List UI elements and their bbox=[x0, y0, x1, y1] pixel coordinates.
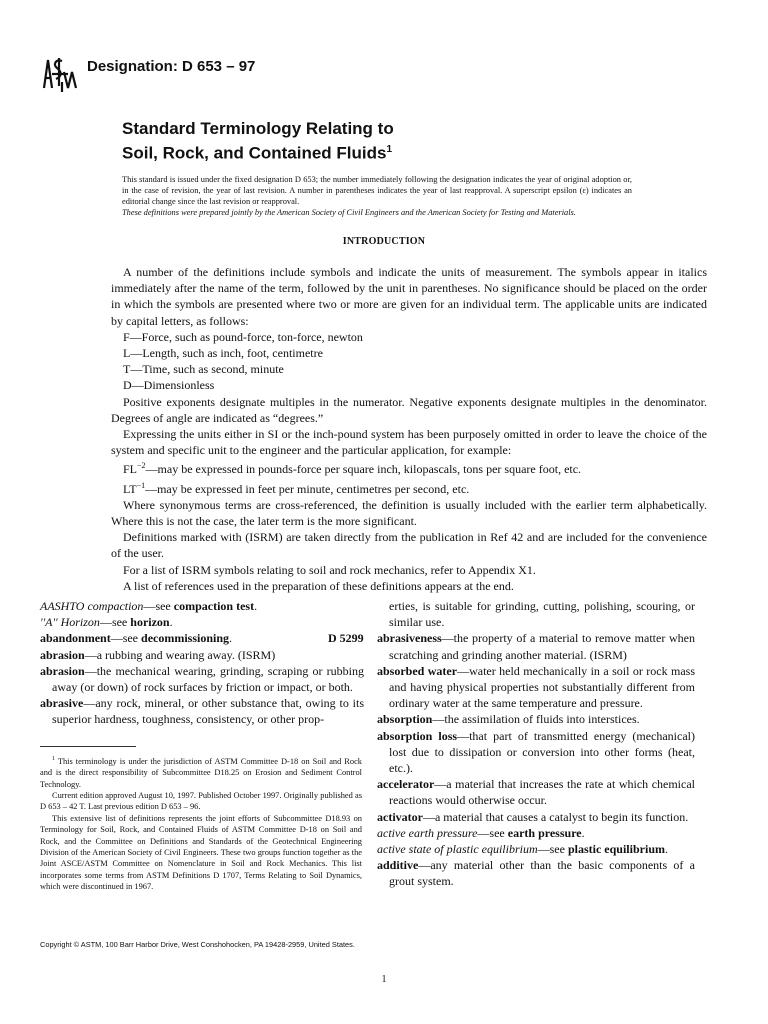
definition-aashto-compaction: AASHTO compaction—see compaction test. bbox=[40, 599, 258, 613]
footnotes bbox=[40, 754, 362, 893]
copyright-notice: Copyright © ASTM, 100 Barr Harbor Drive, West Conshohocken, PA 19428-2959, United States. bbox=[40, 940, 355, 949]
title-line-1: Standard Terminology Relating to bbox=[122, 119, 394, 138]
designation: Designation: D 653 – 97 bbox=[87, 58, 256, 75]
definition-abandonment: D 5299 abandonment—see decommissioning. bbox=[40, 631, 364, 646]
intro-paragraph-2: Positive exponents designate multiples in the numerator. Negative exponents designate multiples in the denominator. Degrees of angle are indicated as “degrees.” bbox=[111, 394, 707, 425]
definition-additive: additive—any material other than the basic components of a grout system. bbox=[377, 858, 695, 889]
intro-paragraph-1: A number of the definitions include symbols and indicate the units of measurement. The symbols appear in italics immediately after the name of the term, followed by the unit in parentheses. No significance should be placed on the order in which the symbols are presented where two or more are given for an individual term. The applicable units are indicated by capital letters, as follows: bbox=[111, 265, 707, 328]
definition-abrasion-1: abrasion—a rubbing and wearing away. (ISRM) bbox=[40, 647, 276, 662]
intro-paragraph-7: A list of references used in the preparation of these definitions appears at the end. bbox=[123, 578, 514, 593]
definitions-right-column bbox=[377, 598, 695, 890]
unit-time: T—Time, such as second, minute bbox=[123, 362, 284, 377]
definition-abrasiveness: abrasiveness—the property of a material to remove matter when scratching and grinding another material. (ISRM) bbox=[377, 631, 695, 662]
unit-dimensionless: D—Dimensionless bbox=[123, 378, 215, 393]
title-line-2: Soil, Rock, and Contained Fluids$^1$ bbox=[122, 143, 393, 163]
astm-logo bbox=[38, 52, 80, 94]
definition-absorption-loss: absorption loss—that part of transmitted energy (mechanical) lost due to dissipation or conversion into other forms (heat, etc.). bbox=[377, 728, 695, 776]
definition-accelerator: accelerator—a material that increases the rate at which chemical reactions would otherwise occur. bbox=[377, 777, 695, 808]
definition-abrasive-continued: erties, is suitable for grinding, cutting, polishing, scouring, or similar use. bbox=[389, 599, 695, 630]
footnote-3: This extensive list of definitions represents the joint efforts of Subcommittee D18.93 on Terminology for Soil, Rock, and Contained Fluids of ASTM Committee D-18 on Soil and Rock, and the Committee on Definitions and Standards of the Geotechnical Engineering Division of the American Society of Civil Engineers. These two groups function together as the Joint ASCE/ASTM Committee on Nomenclature in Soil and Rock Mechanics. This list incorporates some terms from ASTM Definitions D 1707, Terms Relating to Soil Dynamics, which were discontinued in 1967. bbox=[40, 813, 362, 892]
definitions-left-column bbox=[40, 598, 364, 728]
introduction-body bbox=[111, 264, 707, 594]
definition-activator: activator—a material that causes a catalyst to begin its function. bbox=[377, 809, 689, 824]
issue-note-text: This standard is issued under the fixed designation D 653; the number immediately following the designation indicates the year of original adoption or, in the case of revision, the year of last revision. A number in parentheses indicates the year of last reapproval. A superscript epsilon (ε) indicates an editorial change since the last revision or reapproval. bbox=[122, 175, 632, 206]
definition-absorption: absorption—the assimilation of fluids into interstices. bbox=[377, 712, 640, 727]
intro-paragraph-3: Expressing the units either in SI or the inch-pound system has been purposely omitted in order to leave the choice of the system and specific unit to the engineer and the particular application, for example: bbox=[111, 427, 707, 458]
unit-length: L—Length, such as inch, foot, centimetre bbox=[123, 346, 323, 361]
definition-a-horizon: ''A'' Horizon—see horizon. bbox=[40, 615, 173, 630]
standard-reference: D 5299 bbox=[328, 631, 364, 646]
footnote-2: Current edition approved August 10, 1997. Published October 1997. Originally published as D 653 – 42 T. Last previous edition D 653 – 96. bbox=[40, 791, 362, 812]
example-lt: $LT^{-1}—may$ be expressed in feet per minute, centimetres per second, etc. bbox=[123, 480, 470, 496]
issue-note bbox=[122, 174, 632, 218]
definition-abrasion-2: abrasion—the mechanical wearing, grinding, scraping or rubbing away (or down) of rock surfaces by friction or impact, or both. bbox=[40, 663, 364, 695]
unit-force: F—Force, such as pound-force, ton-force, newton bbox=[123, 329, 363, 344]
title-footnote-mark: 1 bbox=[386, 144, 393, 155]
definition-abrasive: abrasive—any rock, mineral, or other substance that, owing to its superior hardness, toughness, consistency, or other prop- bbox=[40, 696, 364, 727]
document-title bbox=[122, 118, 682, 164]
intro-paragraph-5: Definitions marked with (ISRM) are taken directly from the publication in Ref 42 and are included for the convenience of the user. bbox=[111, 530, 707, 561]
example-fl: $FL^{-2}—may$ be expressed in pounds-force per square inch, kilopascals, tons per square foot, etc. bbox=[123, 461, 582, 477]
intro-paragraph-4: Where synonymous terms are cross-referenced, the definition is usually included with the earlier term alphabetically. Where this is not the case, the later term is the more significant. bbox=[111, 497, 707, 529]
page-number: 1 bbox=[381, 974, 387, 985]
introduction-heading: INTRODUCTION bbox=[342, 236, 426, 247]
definition-active-earth-pressure: active earth pressure—see earth pressure. bbox=[377, 825, 585, 840]
footnote-divider bbox=[40, 746, 136, 747]
definition-active-state-plastic-equilibrium: active state of plastic equilibrium—see plastic equilibrium. bbox=[377, 842, 668, 857]
issue-note-italic: These definitions were prepared jointly by the American Society of Civil Engineers and the American Society for Testing and Materials. bbox=[122, 208, 576, 217]
intro-paragraph-6: For a list of ISRM symbols relating to soil and rock mechanics, refer to Appendix X1. bbox=[123, 562, 536, 577]
definition-absorbed-water: absorbed water—water held mechanically in a soil or rock mass and having physical properties not substantially different from ordinary water at the same temperature and pressure. bbox=[377, 663, 695, 711]
footnote-1: $^1$ This terminology is under the jurisdiction of ASTM Committee D-18 on Soil and Rock and is the direct responsibility of Subcommittee D18.25 on Erosion and Sediment Control Technology. bbox=[40, 756, 362, 789]
